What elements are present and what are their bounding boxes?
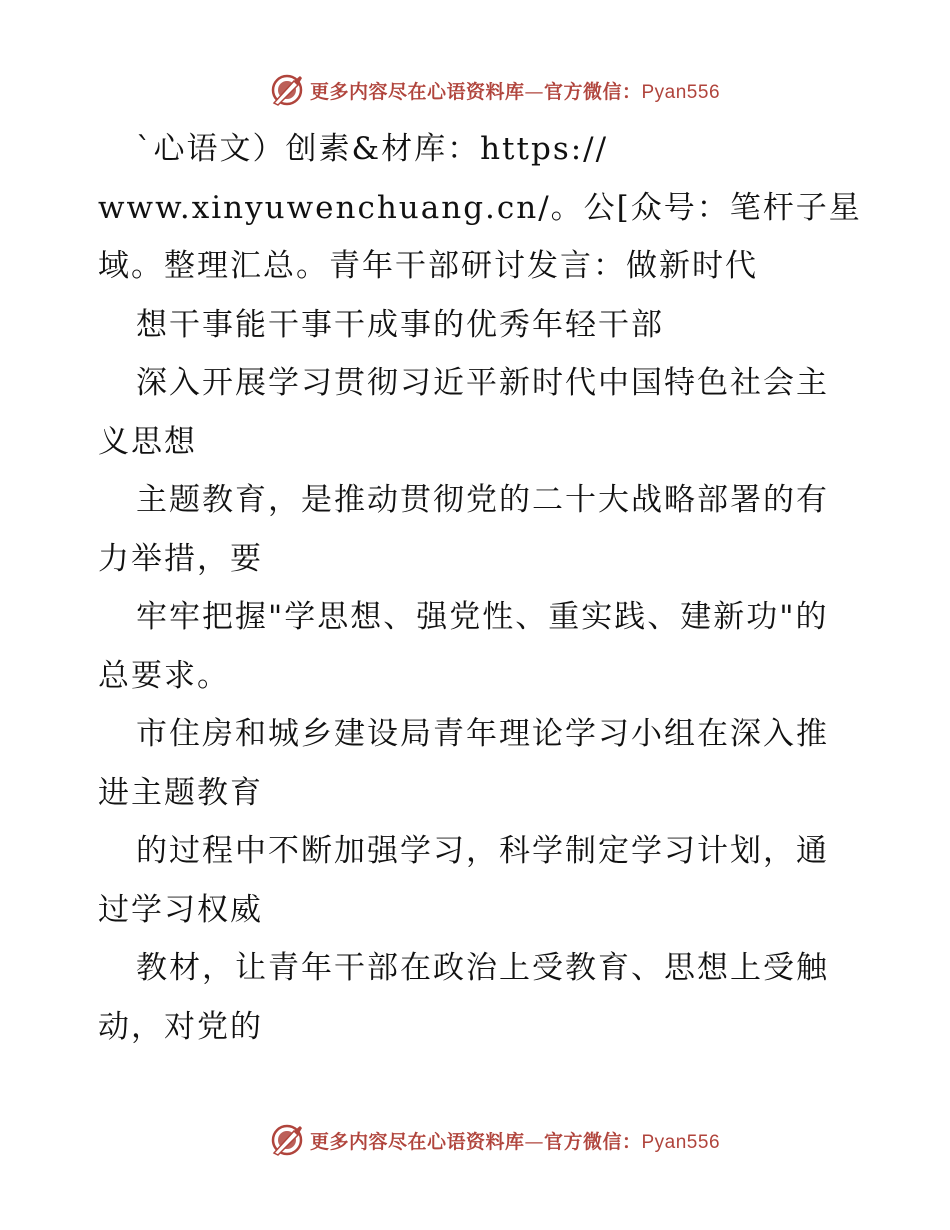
banner-separator: —: [524, 80, 544, 103]
text-line: 总要求。: [98, 657, 230, 694]
text-line: 动，对党的: [98, 1008, 263, 1045]
text-line: 进主题教育: [98, 774, 263, 811]
pen-logo-icon: [270, 73, 304, 107]
banner-text: [310, 1127, 720, 1154]
banner-separator: —: [524, 1130, 544, 1153]
text-line: 义思想: [98, 423, 197, 460]
text-line: 域。整理汇总。青年干部研讨发言：做新时代: [98, 248, 758, 284]
text-line: `心语文）创素&材库：https://: [136, 131, 609, 167]
text-line: 深入开展学习贯彻习近平新时代中国特色社会主: [136, 365, 829, 401]
text-line: www.xinyuwenchuang.cn/。公[众号：笔杆子星: [98, 189, 862, 226]
banner-wechat-handle: Pyan556: [641, 1131, 721, 1153]
text-line: 市住房和城乡建设局青年理论学习小组在深入推: [136, 716, 829, 752]
text-line: 的过程中不断加强学习，科学制定学习计划，通: [136, 833, 829, 869]
text-line: 想干事能干事干成事的优秀年轻干部: [136, 306, 664, 343]
text-line: 教材，让青年干部在政治上受教育、思想上受触: [136, 950, 829, 986]
document-body: [98, 120, 862, 1056]
text-line: 牢牢把握"学思想、强党性、重实践、建新功"的: [136, 599, 829, 635]
footer-banner: [0, 1120, 950, 1160]
pen-logo-icon: [270, 1123, 304, 1157]
banner-title: 更多内容尽在心语资料库: [309, 80, 525, 103]
banner-wechat-handle: Pyan556: [641, 81, 721, 103]
banner-title: 更多内容尽在心语资料库: [309, 1130, 525, 1153]
text-line: 主题教育，是推动贯彻党的二十大战略部署的有: [136, 482, 829, 518]
header-banner: [0, 70, 950, 110]
banner-official-label: 官方微信：: [543, 80, 642, 103]
banner-text: [310, 77, 720, 104]
banner-official-label: 官方微信：: [543, 1130, 642, 1153]
text-line: 过学习权威: [98, 891, 263, 928]
header-banner-content: [230, 73, 720, 107]
text-line: 力举措，要: [98, 540, 263, 577]
footer-banner-content: [230, 1123, 720, 1157]
